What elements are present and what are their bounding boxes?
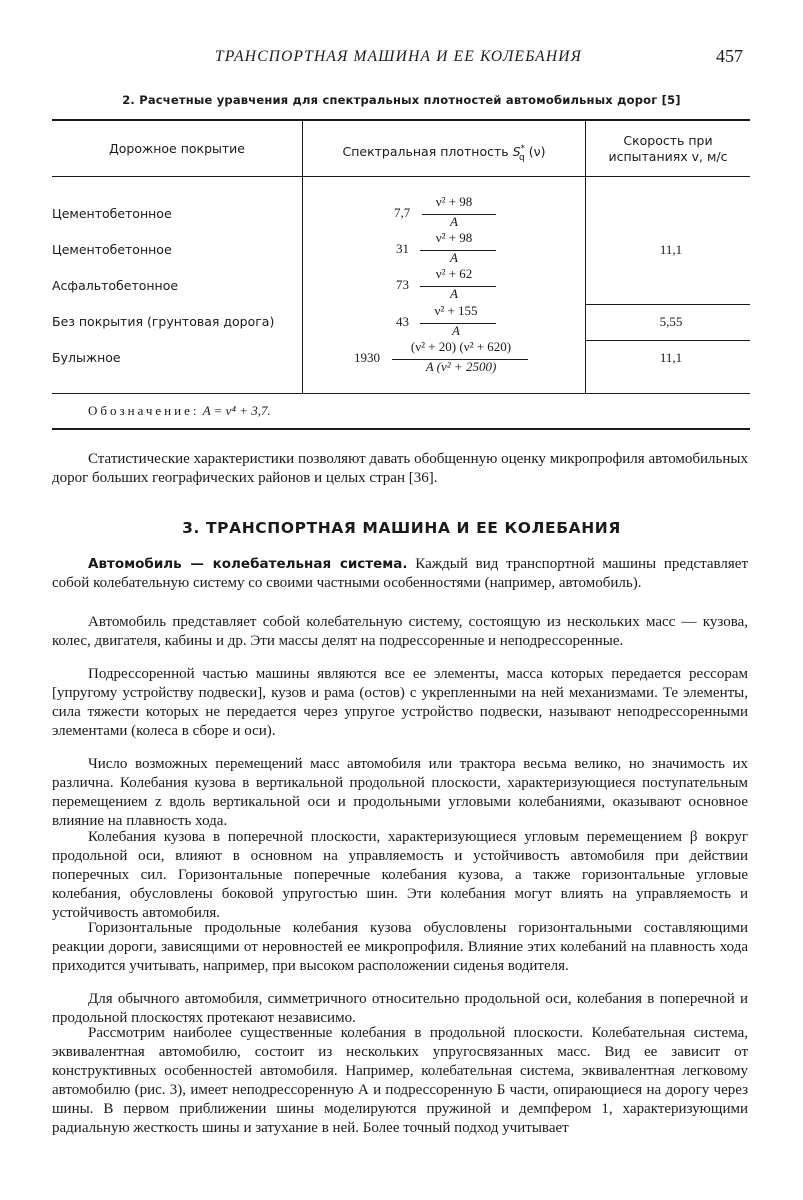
body-paragraph-4: Число возможных перемещений масс автомобиля или трактора весьма велико, но значимость их различна. Колебания кузова в вертикальной продольной плоскости, характеризующиеся поступательным перемещением z вдоль вертикальной оси и продольными угловыми колебаниями, оказывают основное влияние на плавность хода.: [52, 756, 748, 829]
formula-numerator: ν² + 98: [435, 230, 473, 245]
notation-label: Обозначение:: [88, 403, 200, 418]
density-formula-3: [396, 268, 506, 304]
row-name-5: Булыжное: [52, 350, 121, 365]
formula-numerator: ν² + 155: [434, 303, 478, 318]
body-paragraph-8: Рассмотрим наиболее существенные колебания в продольной плоскости. Колебательная система, эквивалентная автомобилю, состоит из нескольких упругосвязанных масс. Вид ее зависит от конструктивных особенностей автомобиля. Например, колебательная система, эквивалентная легковому автомобилю (рис. 3), имеет неподрессоренную А и подрессоренную Б части, опирающиеся на дорогу через шины. В первом приближении шины моделируются пружиной и демпфером 1, характеризующими радиальную жесткость шины и затухание в ней. Более точный подход учитывает: [52, 1025, 748, 1136]
formula-denominator: A: [450, 286, 458, 301]
formula-denominator: A: [450, 250, 458, 265]
formula-denominator: A: [452, 323, 460, 338]
density-formula-4: [396, 305, 506, 341]
speed-value-1: 11,1: [659, 242, 683, 257]
running-title: ТРАНСПОРТНАЯ МАШИНА И ЕЕ КОЛЕБАНИЯ: [215, 48, 582, 65]
body-paragraph-5: Колебания кузова в поперечной плоскости, характеризующиеся угловым перемещением β вокруг продольной оси, влияют в основном на управляемость и устойчивость автомобиля при действии поперечных сил. Горизонтальные поперечные колебания кузова, а также горизонтальные угловые колебания, обусловлены боковой упругостью шин. Эти колебания могут влиять на управляемость и устойчивость автомобиля.: [52, 829, 748, 921]
body-paragraph-1: [52, 555, 748, 593]
formula-numerator: ν² + 98: [435, 194, 473, 209]
formula-denominator: A: [450, 214, 458, 229]
table-header-rule: [52, 176, 750, 177]
density-sup: *: [520, 144, 526, 154]
page-number: 457: [716, 46, 743, 66]
row-name-1: Цементобетонное: [52, 206, 172, 221]
density-sub: q: [519, 152, 525, 163]
table-caption: 2. Расчетные уравчения для спектральных плотностей автомобильных дорог [5]: [122, 93, 681, 107]
intro-paragraph: Статистические характеристики позволяют давать обобщенную оценку микропрофиля автомобильных дорог больших географических районов и целых стран [36].: [52, 451, 748, 486]
formula-numerator: (ν² + 20) (ν² + 620): [410, 339, 512, 354]
speed-value-3: 11,1: [659, 350, 683, 365]
formula-denominator: A (ν² + 2500): [425, 359, 497, 374]
formula-coef: 7,7: [394, 205, 411, 220]
density-formula-1: [394, 196, 504, 232]
notation-formula: A = ν⁴ + 3,7.: [202, 403, 271, 418]
table-top-rule: [52, 119, 750, 121]
density-formula-2: [396, 232, 506, 268]
column-header-speed: [586, 133, 750, 165]
running-head: [0, 46, 803, 74]
run-in-heading: Автомобиль — колебательная система.: [88, 556, 408, 572]
row-name-4: Без покрытия (грунтовая дорога): [52, 314, 275, 329]
density-arg: (ν): [524, 144, 546, 160]
row-name-2: Цементобетонное: [52, 242, 172, 257]
formula-coef: 43: [396, 314, 409, 329]
formula-coef: 31: [396, 241, 409, 256]
formula-numerator: ν² + 62: [435, 266, 473, 281]
speed-header-line-1: Скорость при: [623, 133, 713, 148]
notation-rule: [52, 428, 750, 430]
column-header-surface: Дорожное покрытие: [108, 141, 245, 156]
section-title: 3. ТРАНСПОРТНАЯ МАШИНА И ЕЕ КОЛЕБАНИЯ: [182, 519, 621, 537]
column-header-density: [303, 141, 585, 166]
paragraph-text: Каждый вид транспортной машины представляет собой колебательную систему со своими частными особенностями (например, автомобиль).: [52, 556, 748, 591]
body-paragraph-3: Подрессоренной частью машины являются все ее элементы, масса которых передается рессорам [упругому устройству подвески], кузов и рама (остов) с укрепленными на ней механизмами. Те элементы, сила тяжести которых не передается через упругое устройство подвески, называют неподрессоренными элементами (колеса в сборе и оси).: [52, 666, 748, 739]
speed-cell-rule-1: [586, 304, 750, 305]
table-notation: [88, 403, 271, 419]
body-paragraph-7: Для обычного автомобиля, симметричного относительно продольной оси, колебания в поперечной и продольной плоскостях протекают независимо.: [52, 991, 748, 1026]
density-formula-5: [354, 341, 534, 377]
formula-coef: 1930: [354, 350, 380, 365]
row-name-3: Асфальтобетонное: [52, 278, 179, 293]
speed-header-line-2: испытаниях v, м/с: [608, 149, 728, 164]
formula-coef: 73: [396, 277, 409, 292]
speed-cell-rule-2: [586, 340, 750, 341]
body-paragraph-2: Автомобиль представляет собой колебательную систему, состоящую из нескольких масс — кузова, колес, двигателя, кабины и др. Эти массы делят на подрессоренные и неподрессоренные.: [52, 614, 748, 649]
body-paragraph-6: Горизонтальные продольные колебания кузова обусловлены горизонтальными составляющими реакции дороги, зависящими от неровностей ее микропрофиля. Влияние этих колебаний на плавность хода приходится учитывать, например, при высоком расположении сиденья водителя.: [52, 920, 748, 974]
density-symbol: S: [512, 144, 521, 160]
table-bottom-rule: [52, 393, 750, 394]
density-label: Спектральная плотность: [342, 144, 513, 160]
speed-value-2: 5,55: [659, 314, 683, 329]
